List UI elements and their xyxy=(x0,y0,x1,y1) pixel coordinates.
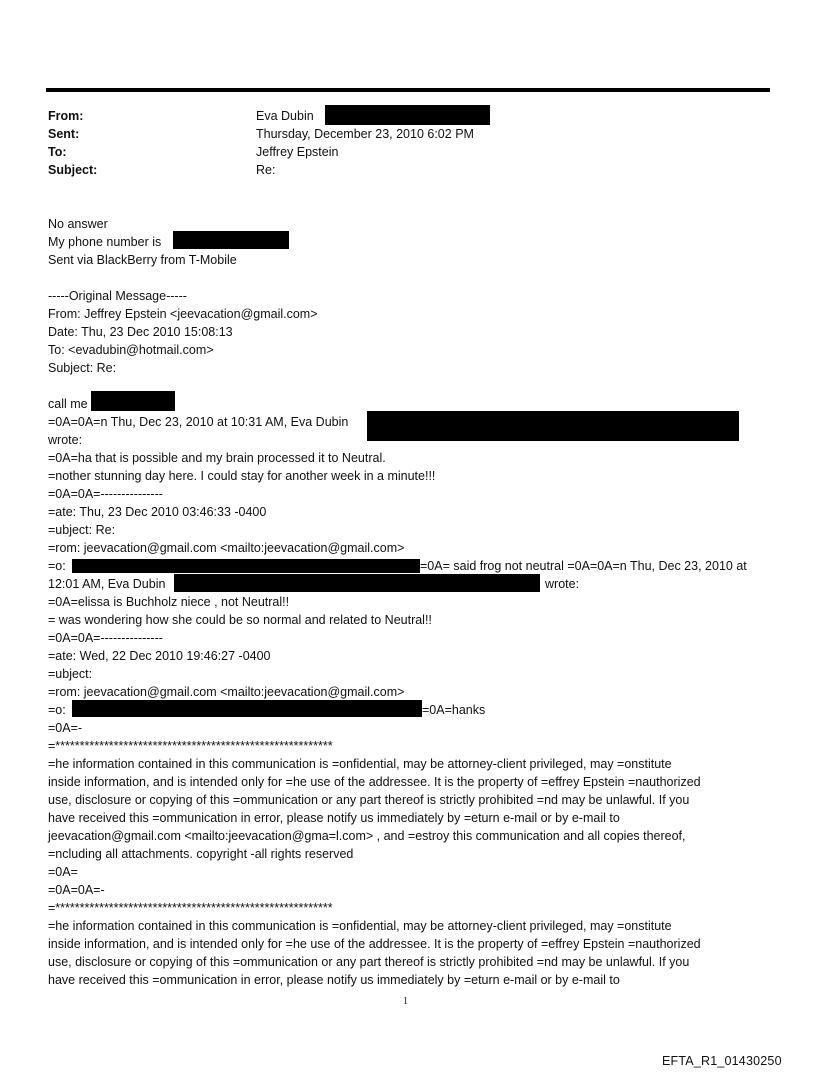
body-line: =rom: jeevacation@gmail.com <mailto:jeevacation@gmail.com> xyxy=(48,685,405,699)
body-line: =********************************************************* xyxy=(48,901,333,915)
body-line: =nother stunning day here. I could stay for another week in a minute!!! xyxy=(48,469,436,483)
body-line: call me xyxy=(48,397,88,411)
body-line: =0A=hanks xyxy=(422,703,486,717)
body-line: =0A=ha that is possible and my brain processed it to Neutral. xyxy=(48,451,386,465)
body-line: inside information, and is intended only for =he use of the addressee. It is the property of =effrey Epstein =nauthorized xyxy=(48,775,701,789)
body-line: inside information, and is intended only for =he use of the addressee. It is the property of =effrey Epstein =nauthorized xyxy=(48,937,701,951)
body-line: =rom: jeevacation@gmail.com <mailto:jeevacation@gmail.com> xyxy=(48,541,405,555)
body-line: wrote: xyxy=(545,577,580,591)
footer-document-id: EFTA_R1_01430250 xyxy=(662,1054,782,1068)
redaction-box xyxy=(72,700,422,717)
body-line: =ncluding all attachments. copyright -all rights reserved xyxy=(48,847,354,861)
body-line: use, disclosure or copying of this =ommunication or any part thereof is strictly prohibited =nd may be unlawful. If you xyxy=(48,793,690,807)
body-line: wrote: xyxy=(48,433,83,447)
body-line: have received this =ommunication in error, please notify us immediately by =eturn e-mail or by e-mail to xyxy=(48,811,620,825)
body-line: No answer xyxy=(48,217,108,231)
body-line: =0A=0A=--------------- xyxy=(48,487,163,501)
page-number: 1 xyxy=(403,996,408,1007)
body-line: =0A=0A=n Thu, Dec 23, 2010 at 10:31 AM, Eva Dubin xyxy=(48,415,349,429)
subject-value: Re: xyxy=(256,163,276,177)
body-line: =0A= said frog not neutral =0A=0A=n Thu, Dec 23, 2010 at xyxy=(420,559,747,573)
body-line: =o: xyxy=(48,559,66,573)
body-line: =0A=0A=- xyxy=(48,883,105,897)
body-line: Subject: Re: xyxy=(48,361,117,375)
body-line: =0A=0A=--------------- xyxy=(48,631,163,645)
body-line: =he information contained in this communication is =onfidential, may be attorney-client privileged, may =onstitute xyxy=(48,757,672,771)
body-line: =0A=- xyxy=(48,721,83,735)
body-line: use, disclosure or copying of this =ommunication or any part thereof is strictly prohibited =nd may be unlawful. If you xyxy=(48,955,690,969)
header-rule xyxy=(46,88,770,92)
body-line: have received this =ommunication in error, please notify us immediately by =eturn e-mail or by e-mail to xyxy=(48,973,620,987)
redaction-box xyxy=(72,559,420,573)
body-line: My phone number is xyxy=(48,235,162,249)
subject-label: Subject: xyxy=(48,163,98,177)
body-line: = was wondering how she could be so normal and related to Neutral!! xyxy=(48,613,432,627)
body-line: jeevacation@gmail.com <mailto:jeevacation@gma=l.com> , and =estroy this communication and all copies thereof, xyxy=(48,829,686,843)
body-line: -----Original Message----- xyxy=(48,289,187,303)
from-value: Eva Dubin xyxy=(256,109,314,123)
redaction-box xyxy=(173,231,289,249)
body-line: =he information contained in this communication is =onfidential, may be attorney-client privileged, may =onstitute xyxy=(48,919,672,933)
sent-value: Thursday, December 23, 2010 6:02 PM xyxy=(256,127,474,141)
body-line: Date: Thu, 23 Dec 2010 15:08:13 xyxy=(48,325,233,339)
to-value: Jeffrey Epstein xyxy=(256,145,339,159)
body-line: To: <evadubin@hotmail.com> xyxy=(48,343,214,357)
body-line: =0A= xyxy=(48,865,78,879)
redaction-box xyxy=(325,105,490,125)
body-line: 12:01 AM, Eva Dubin xyxy=(48,577,166,591)
body-line: =ubject: Re: xyxy=(48,523,116,537)
redaction-box xyxy=(367,411,739,441)
body-line: =ubject: xyxy=(48,667,93,681)
body-line: =ate: Thu, 23 Dec 2010 03:46:33 -0400 xyxy=(48,505,267,519)
redaction-box xyxy=(91,391,175,411)
body-line: From: Jeffrey Epstein <jeevacation@gmail.com> xyxy=(48,307,318,321)
body-line: Sent via BlackBerry from T-Mobile xyxy=(48,253,237,267)
body-line: =0A=elissa is Buchholz niece , not Neutral!! xyxy=(48,595,290,609)
redaction-box xyxy=(174,574,540,592)
from-label: From: xyxy=(48,109,84,123)
to-label: To: xyxy=(48,145,67,159)
sent-label: Sent: xyxy=(48,127,80,141)
body-line: =********************************************************* xyxy=(48,739,333,753)
body-line: =o: xyxy=(48,703,66,717)
body-line: =ate: Wed, 22 Dec 2010 19:46:27 -0400 xyxy=(48,649,271,663)
